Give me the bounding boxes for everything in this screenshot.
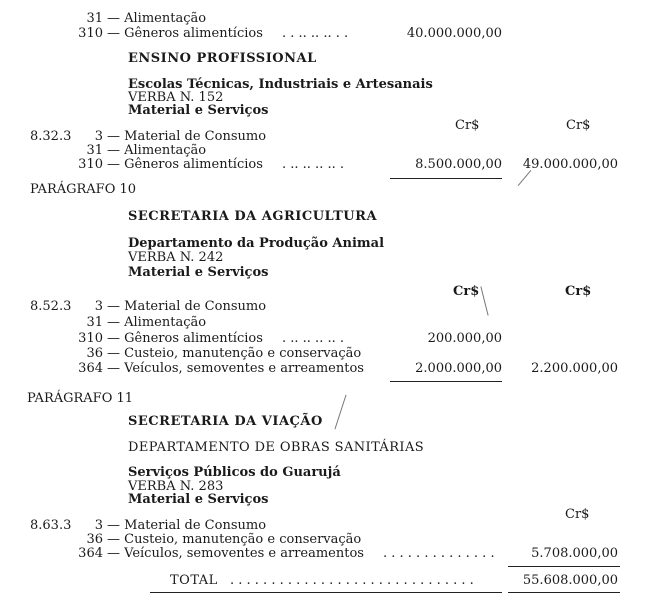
dot-leader: . . .. .. .. . . [282, 26, 349, 41]
dot-leader: . .. .. .. .. . [282, 331, 344, 346]
item-code: 364 [78, 546, 103, 561]
item-code: 3 [94, 518, 103, 533]
currency-label: Cr$ [565, 507, 590, 522]
item-code: 36 [86, 532, 103, 547]
section-title: SECRETARIA DA AGRICULTURA [128, 209, 378, 224]
section-title: SECRETARIA DA VIAÇÃO [128, 414, 323, 429]
currency-label: Cr$ [455, 118, 480, 133]
item-code: 310 [78, 26, 103, 41]
item-description: — Alimentação [107, 11, 207, 26]
currency-label: Cr$ [565, 284, 592, 299]
item-description: — Alimentação [107, 315, 207, 330]
verba-number: VERBA N. 152 [128, 90, 224, 105]
item-code: 31 [86, 315, 103, 330]
category-label: Material e Serviços [128, 265, 269, 280]
organization-name: Serviços Públicos do Guarujá [128, 465, 341, 480]
item-description: — Gêneros alimentícios [107, 331, 263, 346]
item-code: 310 [78, 331, 103, 346]
item-description: — Custeio, manutenção e conservação [107, 346, 362, 361]
item-code: 3 [94, 299, 103, 314]
verba-number: VERBA N. 242 [128, 250, 224, 265]
currency-label: Cr$ [566, 118, 591, 133]
organization-name: Escolas Técnicas, Industriais e Artesanais [128, 77, 433, 92]
item-description: — Veículos, semoventes e arreamentos [107, 361, 364, 376]
amount: 200.000,00 [427, 331, 502, 346]
amount-total: 5.708.000,00 [531, 546, 618, 561]
sum-rule [390, 178, 502, 179]
total-rule [508, 592, 620, 593]
amount: 40.000.000,00 [406, 26, 502, 41]
sum-rule [390, 381, 502, 382]
scan-mark [480, 286, 488, 315]
paragraph-heading: PARÁGRAFO 10 [30, 182, 137, 197]
item-number: 8.52.3 [30, 299, 72, 314]
item-number: 8.63.3 [30, 518, 72, 533]
item-code: 3 [94, 129, 103, 144]
item-code: 36 [86, 346, 103, 361]
amount: 2.000.000,00 [415, 361, 502, 376]
verba-number: VERBA N. 283 [128, 479, 224, 494]
item-description: — Material de Consumo [107, 129, 267, 144]
grand-total-amount: 55.608.000,00 [522, 573, 618, 588]
amount: 8.500.000,00 [415, 157, 502, 172]
item-description: — Alimentação [107, 143, 207, 158]
amount-total: 49.000.000,00 [522, 157, 618, 172]
category-label: Material e Serviços [128, 103, 269, 118]
item-description: — Custeio, manutenção e conservação [107, 532, 362, 547]
item-code: 364 [78, 361, 103, 376]
total-rule [150, 592, 502, 593]
department-heading: DEPARTAMENTO DE OBRAS SANITÁRIAS [128, 440, 425, 455]
category-label: Material e Serviços [128, 492, 269, 507]
item-description: — Gêneros alimentícios [107, 157, 263, 172]
scan-mark [334, 395, 346, 430]
scan-mark [518, 170, 532, 186]
organization-name: Departamento da Produção Animal [128, 236, 385, 251]
item-description: — Gêneros alimentícios [107, 26, 263, 41]
amount-total: 2.200.000,00 [531, 361, 618, 376]
dot-leader: . .. .. .. .. . [282, 157, 344, 172]
section-title: ENSINO PROFISSIONAL [128, 51, 317, 66]
item-code: 31 [86, 11, 103, 26]
paragraph-heading: PARÁGRAFO 11 [27, 391, 134, 406]
item-description: — Material de Consumo [107, 299, 267, 314]
item-description: — Veículos, semoventes e arreamentos [107, 546, 364, 561]
total-label: TOTAL [170, 573, 218, 588]
item-number: 8.32.3 [30, 129, 72, 144]
item-code: 310 [78, 157, 103, 172]
currency-label: Cr$ [453, 284, 480, 299]
dot-leader: . . . . . . . . . . . . . . [383, 546, 495, 561]
sum-rule [508, 566, 620, 567]
item-description: — Material de Consumo [107, 518, 267, 533]
dot-leader: . . . . . . . . . . . . . . . . . . . . . . . . . . . . . . [230, 573, 474, 588]
item-code: 31 [86, 143, 103, 158]
